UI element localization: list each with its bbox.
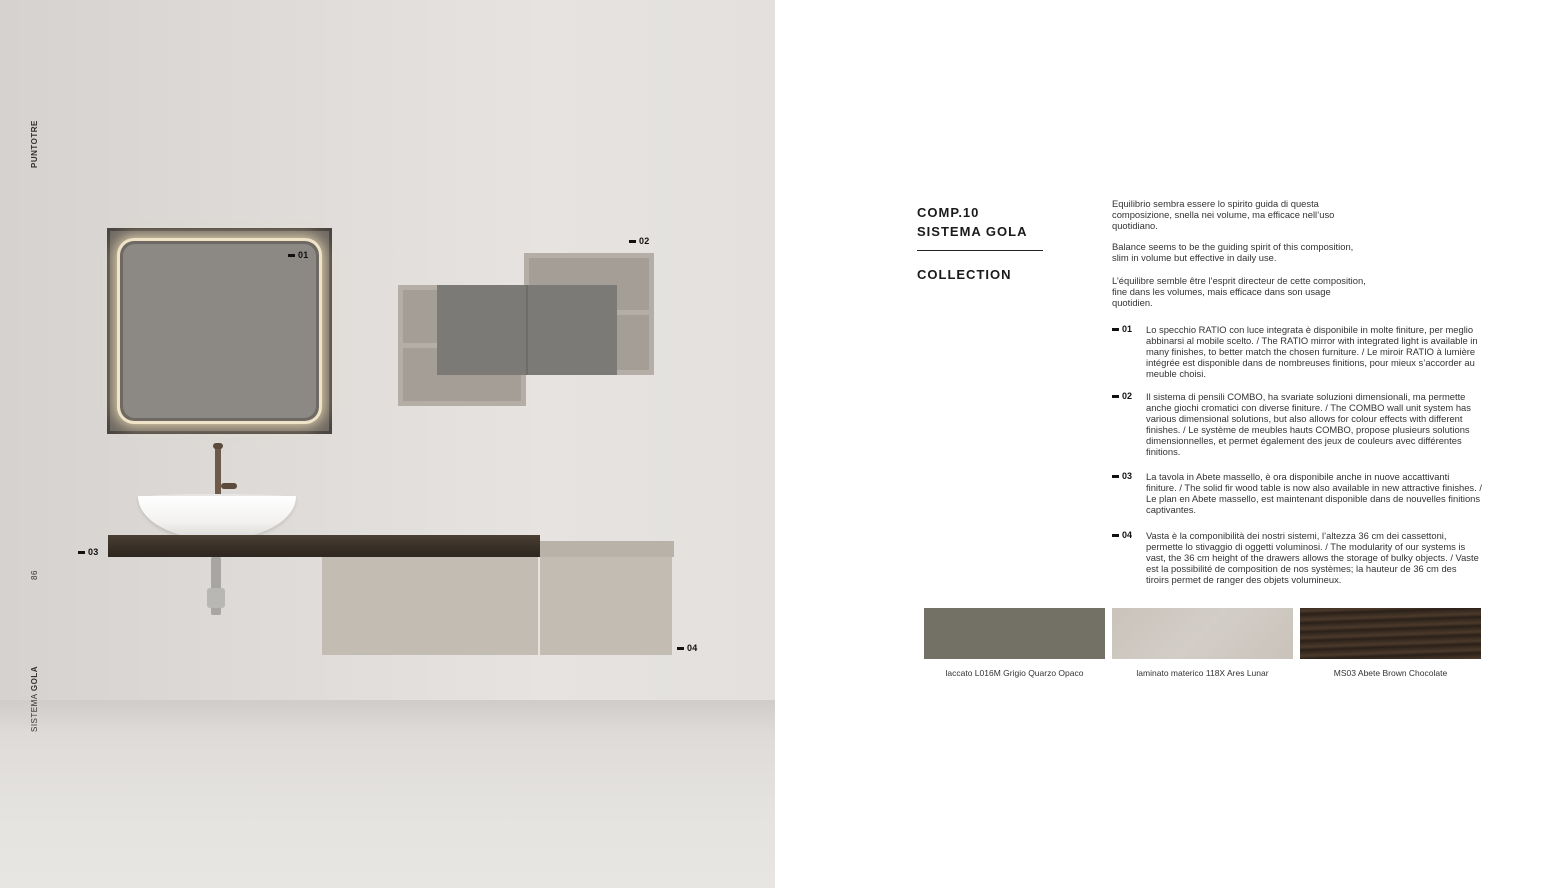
finish-swatch-abete-brown [1300, 608, 1481, 659]
callout-04-text: 04 [687, 643, 698, 653]
swatch-label: laminato materico 118X Ares Lunar [1136, 668, 1269, 678]
intro-italian: Equilibrio sembra essere lo spirito guida di questa composizione, snella nei volume, ma efficace nell’uso quotidiano. [1112, 198, 1335, 231]
fir-wood-top [108, 535, 540, 557]
faucet-lever [221, 483, 237, 489]
feature-item-03 [1112, 471, 1482, 515]
callout-03-text: 03 [88, 547, 99, 557]
finish-swatch-grigio-quarzo [924, 608, 1105, 659]
door-seam [526, 285, 528, 375]
drawer-right [540, 557, 672, 655]
finish-swatch-ares-lunar [1112, 608, 1293, 659]
item-number-text: 04 [1122, 530, 1133, 540]
stone-top [540, 541, 674, 557]
page-number-text: 86 [30, 570, 39, 580]
brand-text: PUNTOTRE [30, 120, 39, 168]
section-label-bold: GOLA [30, 665, 39, 692]
dash-icon [1112, 534, 1119, 537]
swatch-label: MS03 Abete Brown Chocolate [1333, 668, 1448, 678]
intro-french: L’équilibre semble être l’esprit directeur de cette composition, fine dans les volumes, mais efficace dans son usage quotidien. [1112, 275, 1366, 308]
callout-01-text: 01 [298, 250, 309, 260]
mirror-glass [123, 244, 316, 418]
dash-icon [677, 647, 684, 650]
drawer-left [322, 557, 538, 655]
section-label-light: SISTEMA [30, 693, 39, 732]
callout-02 [629, 236, 650, 246]
feature-item-02 [1112, 391, 1482, 457]
intro-english: Balance seems to be the guiding spirit of this composition, slim in volume but effective in daily use. [1112, 241, 1354, 263]
dash-icon [288, 254, 295, 257]
item-number [1112, 324, 1146, 379]
callout-01 [288, 250, 309, 260]
floor [0, 700, 775, 888]
item-number-text: 02 [1122, 391, 1133, 401]
brand-label [30, 120, 39, 168]
dash-icon [1112, 395, 1119, 398]
item-description: Lo specchio RATIO con luce integrata è disponibile in molte finiture, per meglio abbinarsi al mobile scelto. / The RATIO mirror with integrated light is available in many finishes, to better match the chosen furniture. / Le miroir RATIO à lumière intégrée est disponible dans de nombreuses finitions, pour mieux s’accorder au meuble choisi. [1146, 324, 1478, 379]
feature-item-04 [1112, 530, 1482, 585]
collection-title: COLLECTION [917, 267, 1012, 282]
sink-trap-cup [207, 588, 225, 608]
item-number [1112, 530, 1146, 585]
dash-icon [1112, 475, 1119, 478]
section-label [30, 666, 39, 732]
item-description: Il sistema di pensili COMBO, ha svariate soluzioni dimensionali, ma permette anche giochi cromatici con diverse finiture. / The COMBO wall unit system has various dimensional solutions, but also allows for colour effects with different finishes. / Le système de meubles hauts COMBO, propose plusieurs solutions dimensionnelles, et permet également des jeux de couleurs avec différentes finitions. [1146, 391, 1471, 457]
callout-02-text: 02 [639, 236, 650, 246]
dash-icon [78, 551, 85, 554]
faucet [215, 445, 221, 497]
faucet-spout [213, 443, 223, 449]
item-number [1112, 471, 1146, 515]
swatch-label: laccato L016M Grigio Quarzo Opaco [945, 668, 1084, 678]
item-description: Vasta è la componibilità dei nostri sistemi, l’altezza 36 cm dei cassettoni, permette lo stivaggio di oggetti voluminosi. / The modularity of our systems is vast, the 36 cm height of the drawers allows the storage of bulky objects. / Vaste est la possibilité de composition de nos systèmes; la hauteur de 36 cm des tiroirs permet de ranger des objets volumineux. [1146, 530, 1479, 585]
title-divider [917, 250, 1043, 251]
item-number [1112, 391, 1146, 457]
callout-03 [78, 547, 99, 557]
item-number-text: 01 [1122, 324, 1133, 334]
wall-unit-doors [437, 285, 617, 375]
item-number-text: 03 [1122, 471, 1133, 481]
page-number [30, 570, 39, 580]
callout-04 [677, 643, 698, 653]
dash-icon [629, 240, 636, 243]
composition-title: COMP.10 [917, 205, 980, 220]
item-description: La tavola in Abete massello, è ora disponibile anche in nuove accattivanti finiture. / The solid fir wood table is now also available in new attractive finishes. / Le plan en Abete massello, est maintenant disponible dans de nouvelles finitions captivantes. [1146, 471, 1482, 515]
dash-icon [1112, 328, 1119, 331]
washbasin [138, 496, 296, 540]
system-title: SISTEMA GOLA [917, 224, 1028, 239]
feature-item-01 [1112, 324, 1482, 379]
